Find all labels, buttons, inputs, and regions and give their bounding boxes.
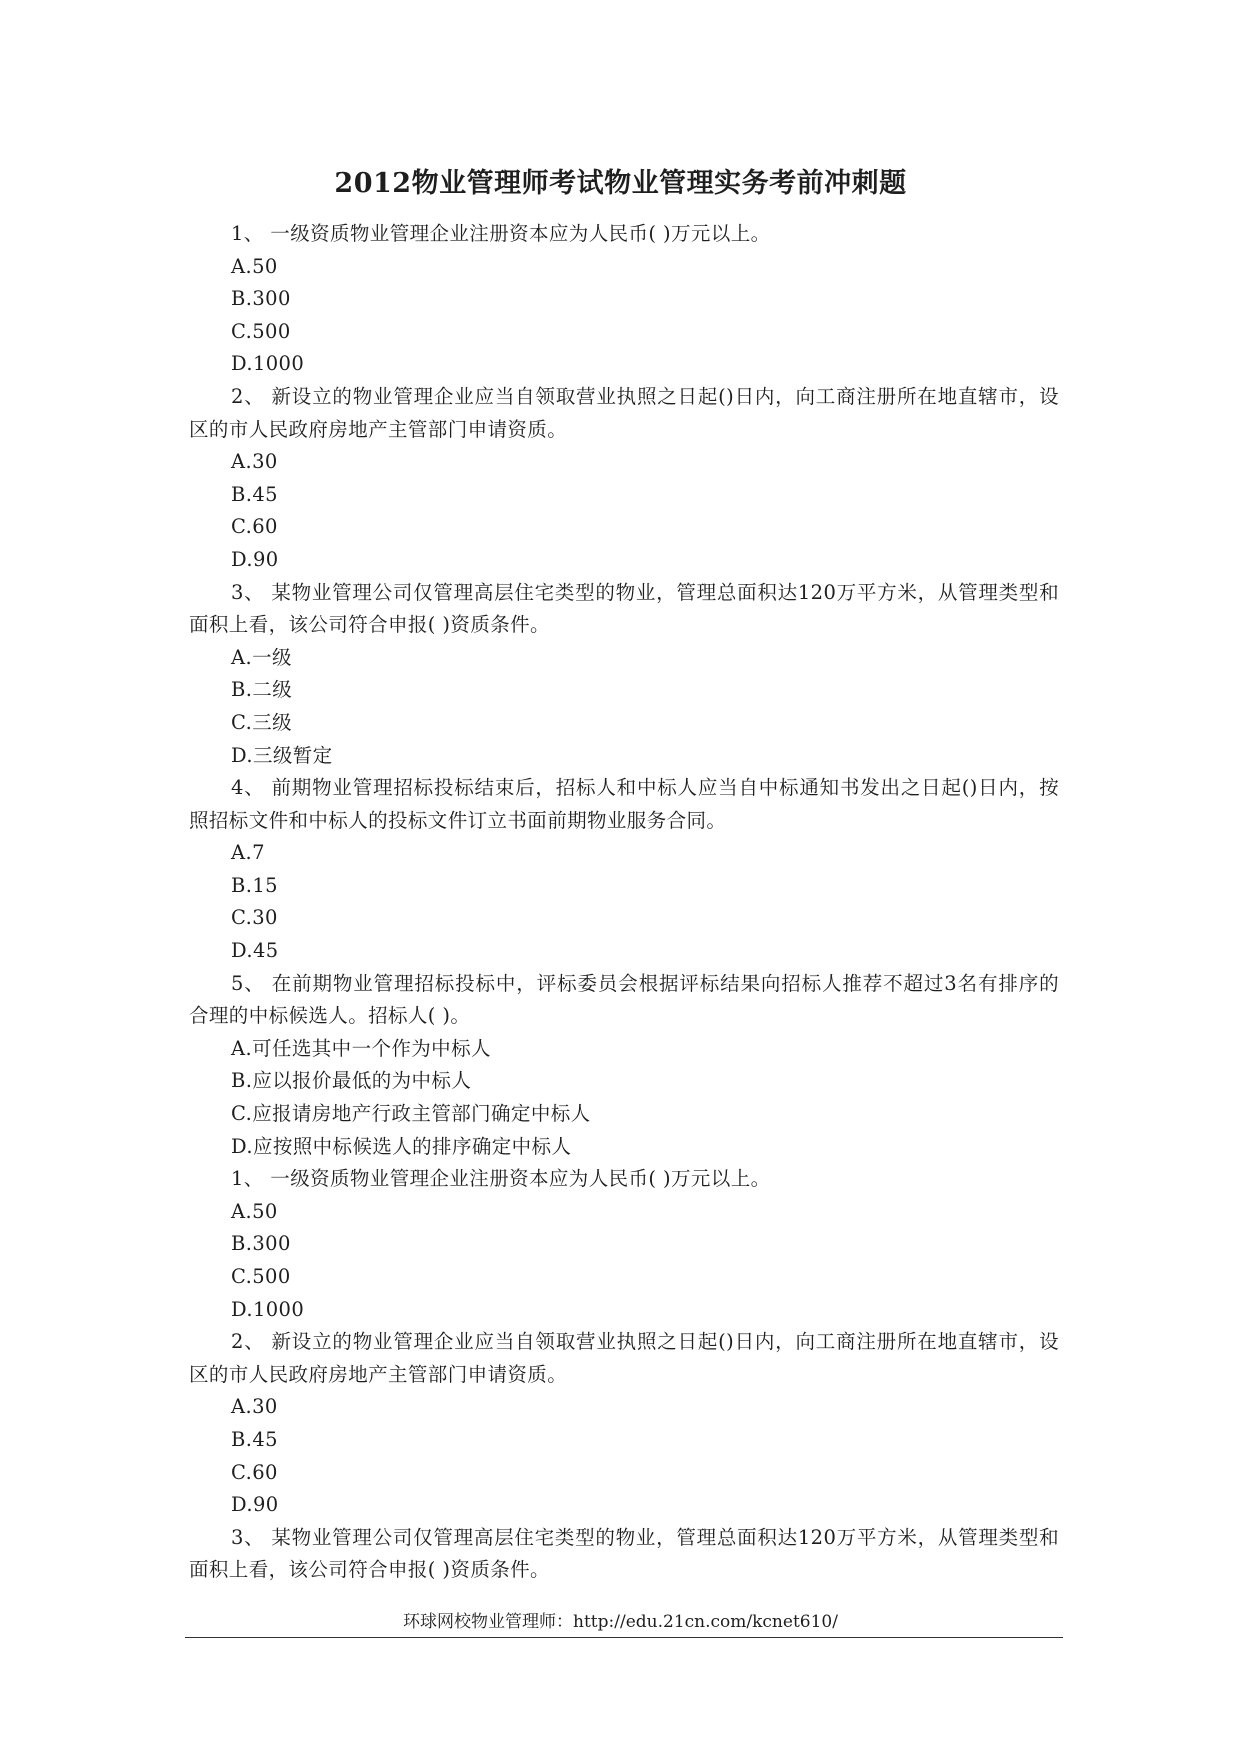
answer-option: A.50 [231, 254, 278, 278]
answer-option: A.7 [231, 841, 265, 865]
answer-option: B.二级 [231, 678, 293, 702]
question-stem: 3、 某物业管理公司仅管理高层住宅类型的物业，管理总面积达120万平方米，从管理类型和面积上看，该公司符合申报( )资质条件。 [189, 1525, 1059, 1582]
question-stem: 4、 前期物业管理招标投标结束后，招标人和中标人应当自中标通知书发出之日起()日内，按照招标文件和中标人的投标文件订立书面前期物业服务合同。 [189, 776, 1059, 832]
question-stem: 1、 一级资质物业管理企业注册资本应为人民币( )万元以上。 [231, 1167, 771, 1191]
answer-option: C.500 [231, 319, 291, 343]
answer-option: D.1000 [231, 352, 305, 376]
answer-option: A.一级 [231, 645, 292, 669]
question-stem: 2、 新设立的物业管理企业应当自领取营业执照之日起()日内，向工商注册所在地直辖市，设区的市人民政府房地产主管部门申请资质。 [189, 384, 1059, 441]
question-stem: 1、 一级资质物业管理企业注册资本应为人民币( )万元以上。 [231, 222, 771, 245]
answer-option: A.30 [231, 1395, 278, 1419]
answer-option: C.30 [231, 906, 278, 930]
question-stem: 2、 新设立的物业管理企业应当自领取营业执照之日起()日内，向工商注册所在地直辖市，设区的市人民政府房地产主管部门申请资质。 [189, 1330, 1059, 1386]
answer-option: A.30 [231, 450, 278, 474]
answer-option: B.45 [231, 482, 278, 506]
question-stem: 5、 在前期物业管理招标投标中，评标委员会根据评标结果向招标人推荐不超过3名有排序的合理的中标候选人。招标人( )。 [189, 971, 1059, 1028]
answer-option: C.60 [231, 515, 278, 539]
answer-option: D.90 [231, 547, 279, 571]
answer-option: B.300 [231, 1232, 291, 1256]
answer-option: A.50 [231, 1199, 278, 1223]
answer-option: B.应以报价最低的为中标人 [231, 1069, 472, 1093]
answer-option: B.15 [231, 873, 278, 897]
answer-option: D.1000 [231, 1297, 305, 1321]
answer-option: D.90 [231, 1493, 279, 1517]
answer-option: B.300 [231, 287, 291, 311]
page-title: 2012物业管理师考试物业管理实务考前冲刺题 [334, 168, 907, 199]
answer-option: D.45 [231, 939, 279, 963]
answer-option: D.三级暂定 [231, 743, 333, 767]
question-stem: 3、 某物业管理公司仅管理高层住宅类型的物业，管理总面积达120万平方米，从管理类型和面积上看，该公司符合申报( )资质条件。 [189, 580, 1059, 637]
question-list [189, 218, 1059, 1587]
answer-option: C.三级 [231, 710, 293, 734]
answer-option: D.应按照中标候选人的排序确定中标人 [231, 1134, 572, 1158]
footer-divider [185, 1637, 1063, 1638]
answer-option: C.500 [231, 1265, 291, 1288]
page-footer: 环球网校物业管理师：http://edu.21cn.com/kcnet610/ [403, 1612, 838, 1632]
answer-option: C.60 [231, 1460, 278, 1484]
answer-option: B.45 [231, 1427, 278, 1451]
answer-option: A.可任选其中一个作为中标人 [231, 1036, 491, 1060]
answer-option: C.应报请房地产行政主管部门确定中标人 [231, 1102, 591, 1126]
